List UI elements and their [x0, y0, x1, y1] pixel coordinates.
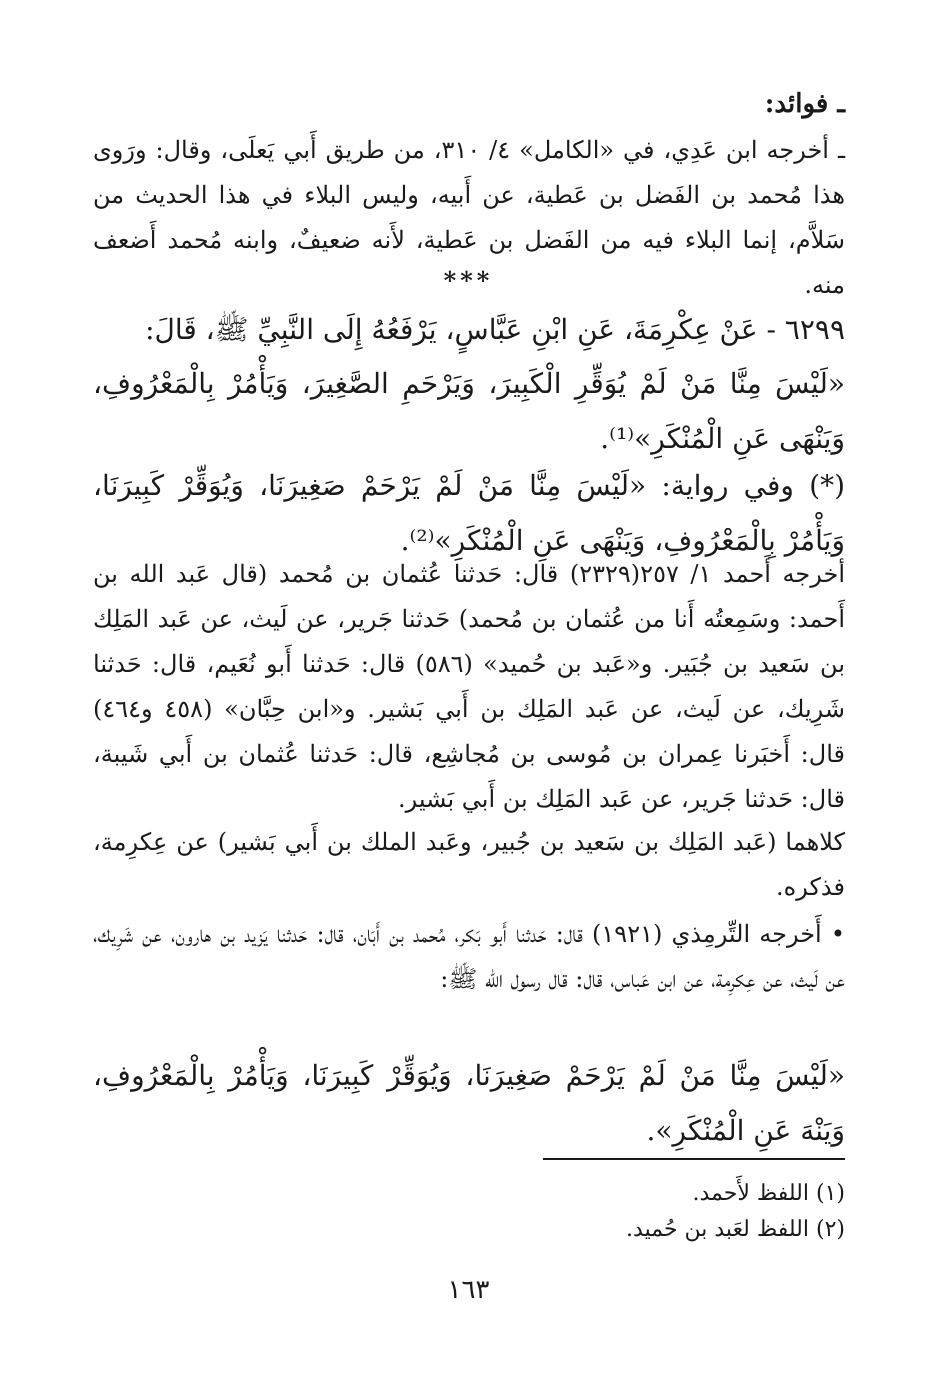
- footnote-2: (٢) اللفظ لعَبد بن حُميد.: [626, 1217, 845, 1242]
- both-narrators-paragraph: كلاهما (عَبد المَلِك بن سَعيد بن جُبير، وعَبد الملك بن أَبي بَشير) عن عِكرِمة، فذكره.: [93, 828, 845, 901]
- section-separator: ***: [443, 266, 494, 295]
- footnote-1: (١) اللفظ لأَحمد.: [692, 1181, 845, 1206]
- takhrij-paragraph: أخرجه أَحمد ١/ ٢٥٧(٢٣٢٩) قال: حَدثنا عُثمان بن مُحمد (قال عَبد الله بن أَحمد: وسَمِعتُه أَنا من عُثمان بن مُحمد) حَدثنا جَرير، عن لَيث، عن عَبد المَلِك بن سَعيد بن جُبَير. و«عَبد بن حُميد» (٥٨٦) قال: حَدثنا أَبو نُعَيم، قال: حَدثنا شَرِيك، عن لَيث، عن عَبد المَلِك بن أَبي بَشير. و«ابن حِبَّان» (٤٥٨ و٤٦٤) قال: أَخبَرنا عِمران بن مُوسى بن مُجاشِع، قال: حَدثنا عُثمان بن أَبي شَيبة، قال: حَدثنا جَرير، عن عَبد المَلِك بن أَبي بَشير.: [93, 560, 845, 813]
- hadith-text: «لَيْسَ مِنَّا مَنْ لَمْ يُوَقِّرِ الْكَبِيرَ، وَيَرْحَمِ الصَّغِيرَ، وَيَأْمُرْ بِالْمَعْرُوفِ، وَيَنْهَى عَنِ الْمُنْكَرِ»⁽¹⁾.: [93, 367, 845, 455]
- tirmidhi-paragraph: • أَخرجه التِّرمِذي (١٩٢١) قال: حَدثنا أَبو بَكر، مُحمد بن أَبَان، قال: حَدثنا يَزيد بن هارون، عن شَرِيك، عن لَيث، عن عِكرِمة، عن ابن عَباس، قال: قال رسول الله ﷺ:: [93, 920, 845, 993]
- tirmidhi-hadith-text: «لَيْسَ مِنَّا مَنْ لَمْ يَرْحَمْ صَغِيرَنَا، وَيُوَقِّرْ كَبِيرَنَا، وَيَأْمُرْ بِالْمَعْرُوفِ، وَيَنْهَ عَنِ الْمُنْكَرِ».: [93, 1059, 845, 1147]
- benefit-paragraph: ـ أخرجه ابن عَدِي، في «الكامل» ٤/ ٣١٠، من طريق أَبي يَعلَى، وقال: ورَوى هذا مُحمد بن الفَضل بن عَطية، عن أَبيه، وليس البلاء في هذا الحديث من سَلاَّم، إنما البلاء فيه من الفَضل بن عَطية، لأَنه ضعيفٌ، وابنه مُحمد أَضعف منه.: [93, 136, 845, 299]
- benefits-heading: ـ فوائد:: [764, 89, 845, 119]
- page-number: ١٦٣: [447, 1275, 490, 1305]
- footnote-divider: [543, 1158, 845, 1160]
- variant-narration: (*) وفي رواية: «لَيْسَ مِنَّا مَنْ لَمْ يَرْحَمْ صَغِيرَنَا، وَيُوَقِّرْ كَبِيرَنَا، وَيَأْمُرْ بِالْمَعْرُوفِ، وَيَنْهَى عَنِ الْمُنْكَرِ»⁽²⁾.: [93, 469, 845, 557]
- hadith-intro: ٦٢٩٩ - عَنْ عِكْرِمَةَ، عَنِ ابْنِ عَبَّاسٍ، يَرْفَعُهُ إِلَى النَّبِيِّ ﷺ، قَالَ:: [145, 313, 845, 346]
